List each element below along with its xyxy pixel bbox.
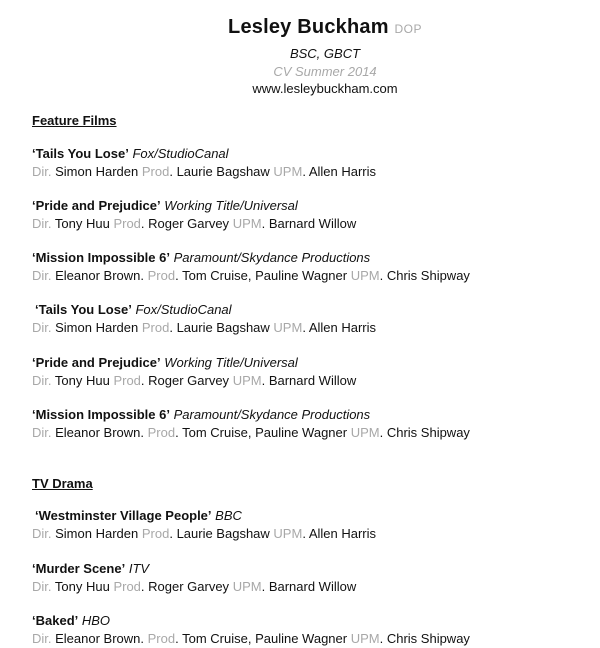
prod-label: Prod xyxy=(141,526,170,541)
entry-company: Working Title/Universal xyxy=(164,355,298,370)
entry-title: ‘Tails You Lose’ xyxy=(35,302,132,317)
prod-label: Prod xyxy=(141,320,170,335)
section-heading-feature-films: Feature Films xyxy=(32,113,117,128)
upm: Chris Shipway xyxy=(386,268,470,283)
upm: Allen Harris xyxy=(308,320,377,335)
section-heading-tv-drama: TV Drama xyxy=(32,476,93,491)
producer: Roger Garvey xyxy=(148,373,230,388)
upm-label: UPM xyxy=(350,268,380,283)
upm-label: UPM xyxy=(232,216,262,231)
prod-label: Prod xyxy=(113,579,141,594)
producer: Roger Garvey xyxy=(148,216,230,231)
upm-label: UPM xyxy=(350,425,380,440)
entry-credits: Dir. Eleanor Brown. Prod. Tom Cruise, Pauline Wagner UPM. Chris Shipway xyxy=(32,425,470,440)
upm-label: UPM xyxy=(273,164,303,179)
dir-label: Dir. xyxy=(32,373,52,388)
upm: Chris Shipway xyxy=(386,631,470,646)
tv-entry xyxy=(32,612,470,648)
entry-title-line xyxy=(35,507,376,525)
prod-label: Prod xyxy=(113,216,141,231)
cv-date: CV Summer 2014 xyxy=(273,64,377,79)
website-link[interactable]: www.lesleybuckham.com xyxy=(252,81,398,96)
entry-company: BBC xyxy=(215,508,242,523)
director: Eleanor Brown xyxy=(55,425,141,440)
film-entry xyxy=(32,406,470,442)
entry-credits: Dir. Tony Huu Prod. Roger Garvey UPM. Barnard Willow xyxy=(32,373,357,388)
entry-title: ‘Mission Impossible 6’ xyxy=(32,407,170,422)
dir-label: Dir. xyxy=(32,526,52,541)
dir-label: Dir. xyxy=(32,425,52,440)
entry-title-line xyxy=(32,249,470,267)
upm: Barnard Willow xyxy=(268,216,357,231)
entry-title-line xyxy=(32,560,356,578)
qualifications: BSC, GBCT xyxy=(289,46,361,61)
producer: Tom Cruise, Pauline Wagner xyxy=(182,425,348,440)
prod-label: Prod xyxy=(147,631,176,646)
entry-title-line xyxy=(35,301,376,319)
name-line xyxy=(0,14,600,42)
director: Tony Huu xyxy=(54,216,110,231)
prod-label: Prod xyxy=(147,425,176,440)
director: Tony Huu xyxy=(54,579,110,594)
dir-label: Dir. xyxy=(32,268,52,283)
entry-title-line xyxy=(32,406,470,424)
entry-title-line xyxy=(32,612,470,630)
producer: Laurie Bagshaw xyxy=(176,320,270,335)
entry-credits: Dir. Eleanor Brown. Prod. Tom Cruise, Pauline Wagner UPM. Chris Shipway xyxy=(32,268,470,283)
entry-credits: Dir. Simon Harden Prod. Laurie Bagshaw UPM. Allen Harris xyxy=(32,164,377,179)
cv-header xyxy=(0,14,600,97)
director: Simon Harden xyxy=(55,320,139,335)
entry-company: HBO xyxy=(81,613,111,628)
director: Simon Harden xyxy=(55,526,139,541)
entry-company: Paramount/Skydance Productions xyxy=(173,407,371,422)
entry-company: Fox/StudioCanal xyxy=(135,302,232,317)
tv-entry xyxy=(32,507,376,543)
entry-title-line xyxy=(32,354,356,372)
dir-label: Dir. xyxy=(32,320,52,335)
film-entry xyxy=(32,145,376,181)
entry-company: ITV xyxy=(128,561,150,576)
entry-title-line xyxy=(32,197,356,215)
entry-credits: Dir. Tony Huu Prod. Roger Garvey UPM. Barnard Willow xyxy=(32,579,357,594)
upm: Allen Harris xyxy=(308,526,377,541)
entry-credits: Dir. Eleanor Brown. Prod. Tom Cruise, Pauline Wagner UPM. Chris Shipway xyxy=(32,631,470,646)
producer: Roger Garvey xyxy=(148,579,230,594)
film-entry xyxy=(32,197,356,233)
entry-title: ‘Tails You Lose’ xyxy=(32,146,129,161)
upm: Chris Shipway xyxy=(386,425,470,440)
film-entry xyxy=(32,249,470,285)
dir-label: Dir. xyxy=(32,164,52,179)
entry-company: Paramount/Skydance Productions xyxy=(173,250,371,265)
entry-credits: Dir. Simon Harden Prod. Laurie Bagshaw UPM. Allen Harris xyxy=(32,526,377,541)
dir-label: Dir. xyxy=(32,579,52,594)
entry-title: ‘Murder Scene’ xyxy=(32,561,126,576)
dir-label: Dir. xyxy=(32,216,52,231)
entry-company: Working Title/Universal xyxy=(164,198,298,213)
entry-title: ‘Pride and Prejudice’ xyxy=(32,198,161,213)
entry-title: ‘Baked’ xyxy=(32,613,79,628)
film-entry xyxy=(32,301,376,337)
director: Eleanor Brown xyxy=(55,631,141,646)
entry-title-line xyxy=(32,145,376,163)
upm-label: UPM xyxy=(232,579,262,594)
upm-label: UPM xyxy=(350,631,380,646)
upm: Barnard Willow xyxy=(268,373,357,388)
upm-label: UPM xyxy=(273,320,303,335)
tv-entry xyxy=(32,560,356,596)
upm-label: UPM xyxy=(273,526,303,541)
prod-label: Prod xyxy=(141,164,170,179)
upm: Barnard Willow xyxy=(268,579,357,594)
producer: Tom Cruise, Pauline Wagner xyxy=(182,631,348,646)
director: Tony Huu xyxy=(54,373,110,388)
prod-label: Prod xyxy=(113,373,141,388)
entry-title: ‘Westminster Village People’ xyxy=(35,508,212,523)
entry-title: ‘Mission Impossible 6’ xyxy=(32,250,170,265)
director: Simon Harden xyxy=(55,164,139,179)
upm-label: UPM xyxy=(232,373,262,388)
producer: Laurie Bagshaw xyxy=(176,164,270,179)
entry-title: ‘Pride and Prejudice’ xyxy=(32,355,161,370)
producer: Laurie Bagshaw xyxy=(176,526,270,541)
prod-label: Prod xyxy=(147,268,176,283)
director: Eleanor Brown xyxy=(55,268,141,283)
person-name: Lesley Buckham xyxy=(228,16,389,38)
upm: Allen Harris xyxy=(308,164,377,179)
film-entry xyxy=(32,354,356,390)
producer: Tom Cruise, Pauline Wagner xyxy=(182,268,348,283)
role-label: DOP xyxy=(394,22,422,36)
entry-company: Fox/StudioCanal xyxy=(132,146,229,161)
dir-label: Dir. xyxy=(32,631,52,646)
entry-credits: Dir. Simon Harden Prod. Laurie Bagshaw UPM. Allen Harris xyxy=(32,320,377,335)
entry-credits: Dir. Tony Huu Prod. Roger Garvey UPM. Barnard Willow xyxy=(32,216,357,231)
